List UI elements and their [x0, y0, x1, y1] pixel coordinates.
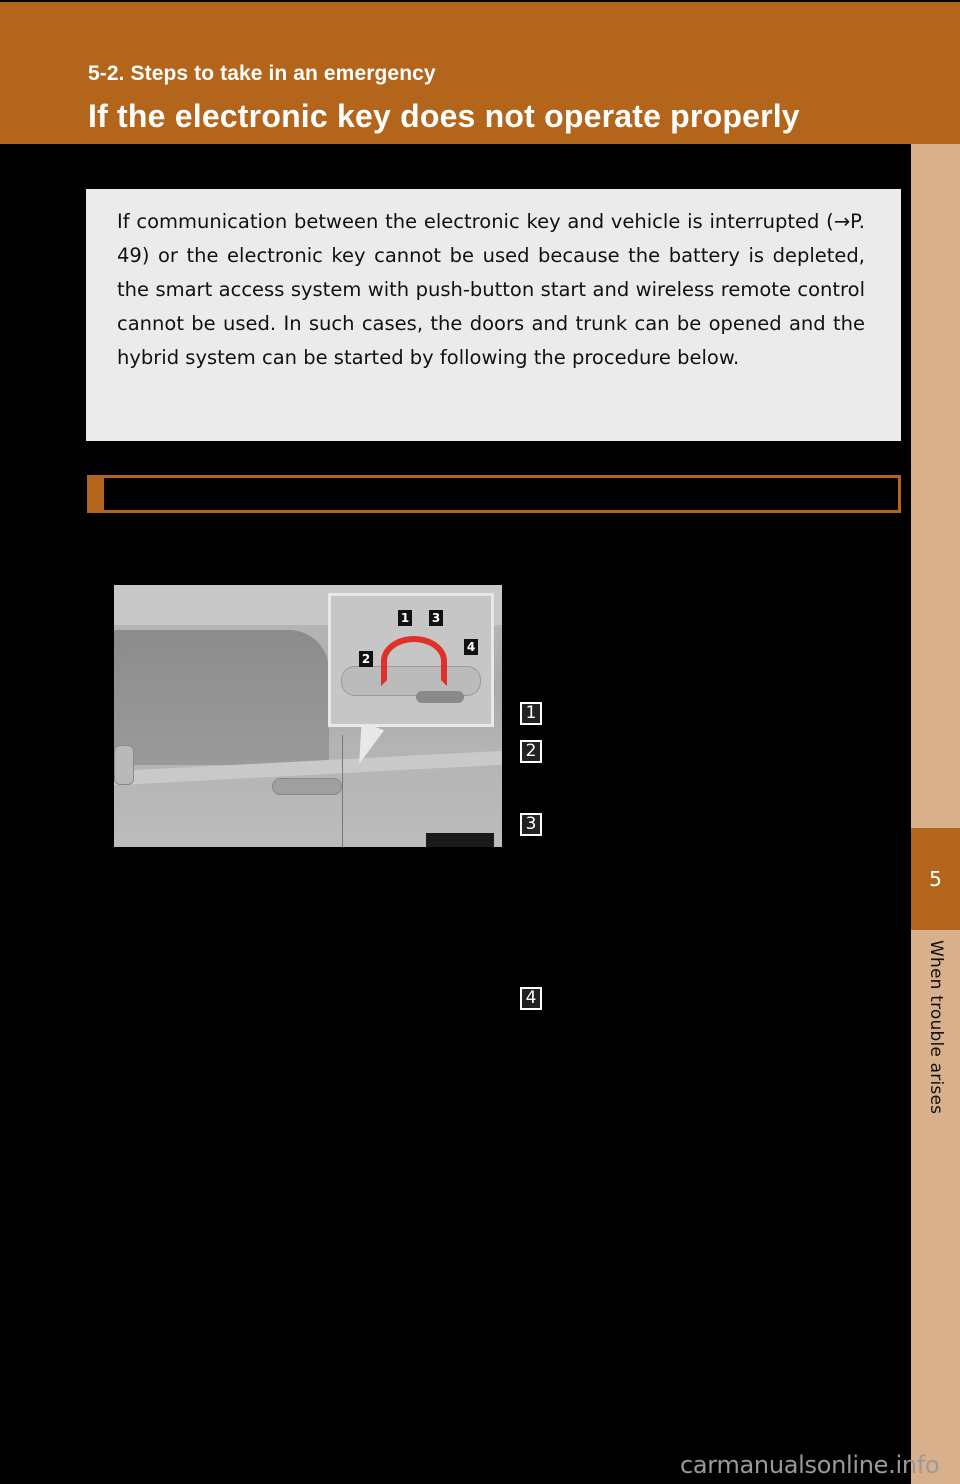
- step-marker-3: 3: [520, 813, 542, 836]
- callout-1: 1: [398, 610, 412, 626]
- door-seam: [342, 735, 343, 847]
- rotation-arrow-icon: [381, 636, 447, 686]
- chapter-sidebar: [911, 144, 960, 1484]
- chapter-label: When trouble arises: [926, 940, 946, 1115]
- figure-code-label: [426, 833, 494, 847]
- callout-2: 2: [359, 651, 373, 667]
- chapter-number: 5: [929, 867, 942, 891]
- key-icon: [416, 691, 464, 703]
- detail-inset: [328, 593, 494, 727]
- section-subtitle: 5-2. Steps to take in an emergency: [88, 62, 436, 85]
- callout-3: 3: [429, 610, 443, 626]
- door-handle-shape: [272, 778, 342, 795]
- mirror-shape: [114, 745, 134, 785]
- page-title: If the electronic key does not operate properly: [88, 98, 800, 134]
- watermark: carmanualsonline.info: [680, 1451, 940, 1479]
- intro-box: [86, 189, 901, 441]
- callout-4: 4: [464, 639, 478, 655]
- door-handle-illustration: [114, 585, 502, 847]
- chapter-tab[interactable]: [911, 828, 960, 930]
- header-band: [0, 2, 960, 144]
- window-shape: [114, 630, 329, 765]
- step-marker-2: 2: [520, 740, 542, 763]
- step-marker-1: 1: [520, 702, 542, 725]
- section-heading-bar: [87, 475, 901, 513]
- step-marker-4: 4: [520, 987, 542, 1010]
- intro-text: If communication between the electronic key and vehicle is interrupted (→P. 49) or the electronic key cannot be used because the battery is depleted, the smart access system with push-button start and wireless remote control cannot be used. In such cases, the doors and trunk can be opened and the hybrid system can be started by following the procedure below.: [117, 210, 865, 369]
